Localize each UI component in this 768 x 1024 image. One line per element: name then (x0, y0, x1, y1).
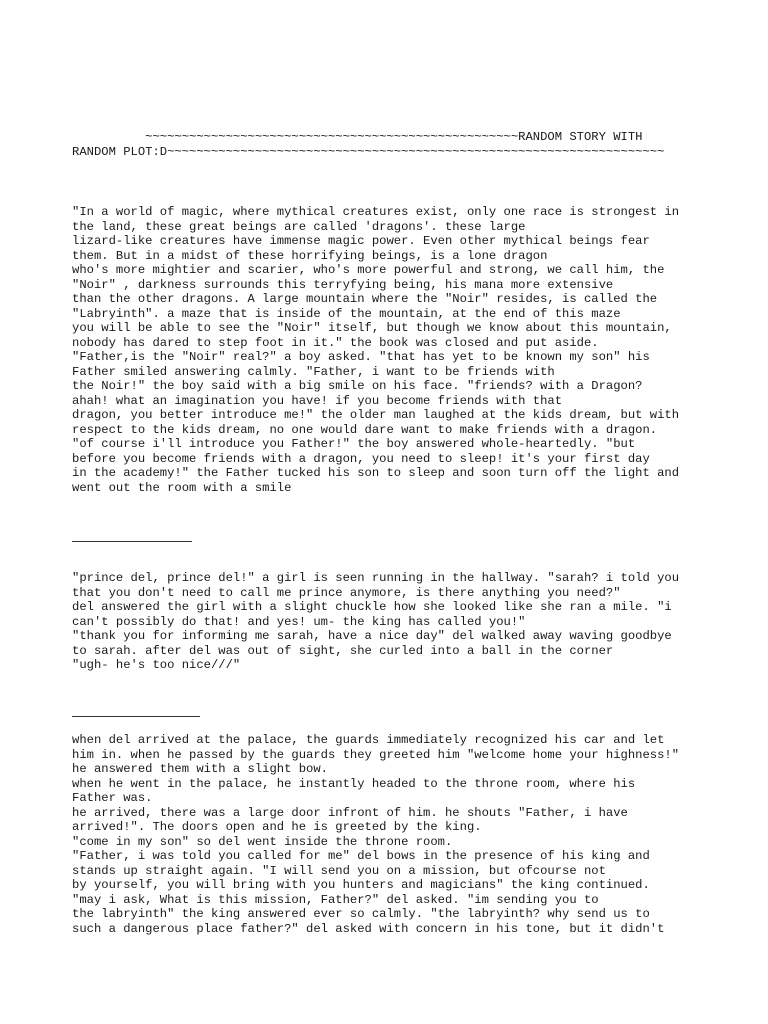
text-line: when del arrived at the palace, the guards immediately recognized his car and let (72, 733, 665, 747)
text-line: the labryinth" the king answered ever so calmly. "the labryinth? why send us to (72, 907, 650, 921)
text-line: "prince del, prince del!" a girl is seen running in the hallway. "sarah? i told you (72, 571, 680, 585)
text-line: when he went in the palace, he instantly headed to the throne room, where his (72, 776, 636, 791)
story-title (72, 130, 664, 159)
text-line: who's more mightier and scarier, who's more powerful and strong, we call him, the (72, 263, 665, 277)
text-line: can't possibly do that! and yes! um- the king has called you!" (72, 614, 526, 629)
title-line: ~~~~~~~~~~~~~~~~~~~~~~~~~~~~~~~~~~~~~~~~~~~~~~~~~~~RANDOM STORY WITH (72, 130, 643, 144)
section-divider (72, 541, 192, 542)
text-line: "ugh- he's too nice///" (72, 658, 241, 672)
text-line: respect to the kids dream, no one would dare want to make friends with a dragon. (72, 422, 658, 437)
hallway-paragraph (72, 571, 679, 673)
text-line: that you don't need to call me prince anymore, is there anything you need?" (72, 585, 621, 600)
text-line: went out the room with a smile (72, 480, 292, 495)
text-line: to sarah. after del was out of sight, she curled into a ball in the corner (72, 643, 614, 658)
prologue-paragraph (72, 205, 679, 495)
text-line: before you become friends with a dragon, you need to sleep! it's your first day (72, 451, 650, 466)
text-line: nobody has dared to step foot in it." the book was closed and put aside. (72, 335, 599, 350)
text-line: "of course i'll introduce you Father!" the boy answered whole-heartedly. "but (72, 437, 636, 451)
text-line: "may i ask, What is this mission, Father?" del asked. "im sending you to (72, 892, 599, 907)
palace-paragraph (72, 733, 679, 936)
text-line: "Noir" , darkness surrounds this terryfying being, his mana more extensive (72, 277, 614, 292)
section-divider (72, 716, 200, 717)
text-line: "come in my son" so del went inside the throne room. (72, 834, 453, 849)
text-line: the Noir!" the boy said with a big smile on his face. "friends? with a Dragon? (72, 379, 643, 393)
title-line: RANDOM PLOT:D~~~~~~~~~~~~~~~~~~~~~~~~~~~~~~~~~~~~~~~~~~~~~~~~~~~~~~~~~~~~~~~~~~~~ (72, 144, 665, 159)
text-line: you will be able to see the "Noir" itself, but though we know about this mountain, (72, 321, 672, 335)
text-line: them. But in a midst of these horrifying beings, is a lone dragon (72, 248, 548, 263)
text-line: he arrived, there was a large door infront of him. he shouts "Father, i have (72, 805, 628, 820)
text-line: ahah! what an imagination you have! if you become friends with that (72, 393, 563, 408)
text-line: stands up straight again. "I will send you on a mission, but ofcourse not (72, 863, 606, 878)
text-line: Father was. (72, 791, 153, 805)
text-line: dragon, you better introduce me!" the older man laughed at the kids dream, but with (72, 408, 680, 422)
text-line: such a dangerous place father?" del asked with concern in his tone, but it didn't (72, 921, 665, 936)
text-line: "Father, i was told you called for me" del bows in the presence of his king and (72, 849, 650, 863)
text-line: "thank you for informing me sarah, have a nice day" del walked away waving goodbye (72, 629, 672, 643)
text-line: lizard-like creatures have immense magic power. Even other mythical beings fear (72, 234, 650, 248)
text-line: del answered the girl with a slight chuckle how she looked like she ran a mile. "i (72, 600, 672, 614)
text-line: in the academy!" the Father tucked his son to sleep and soon turn off the light and (72, 466, 680, 480)
text-line: "Father,is the "Noir" real?" a boy asked. "that has yet to be known my son" his (72, 350, 650, 364)
text-line: the land, these great beings are called 'dragons'. these large (72, 219, 526, 234)
text-line: he answered them with a slight bow. (72, 762, 328, 776)
text-line: Father smiled answering calmly. "Father, i want to be friends with (72, 364, 555, 379)
text-line: "In a world of magic, where mythical creatures exist, only one race is strongest in (72, 205, 680, 219)
text-line: "Labryinth". a maze that is inside of the mountain, at the end of this maze (72, 306, 621, 321)
text-line: than the other dragons. A large mountain where the "Noir" resides, is called the (72, 292, 658, 306)
text-line: by yourself, you will bring with you hunters and magicians" the king continued. (72, 878, 650, 892)
text-line: arrived!". The doors open and he is greeted by the king. (72, 820, 482, 834)
text-line: him in. when he passed by the guards they greeted him "welcome home your highness!" (72, 747, 680, 762)
